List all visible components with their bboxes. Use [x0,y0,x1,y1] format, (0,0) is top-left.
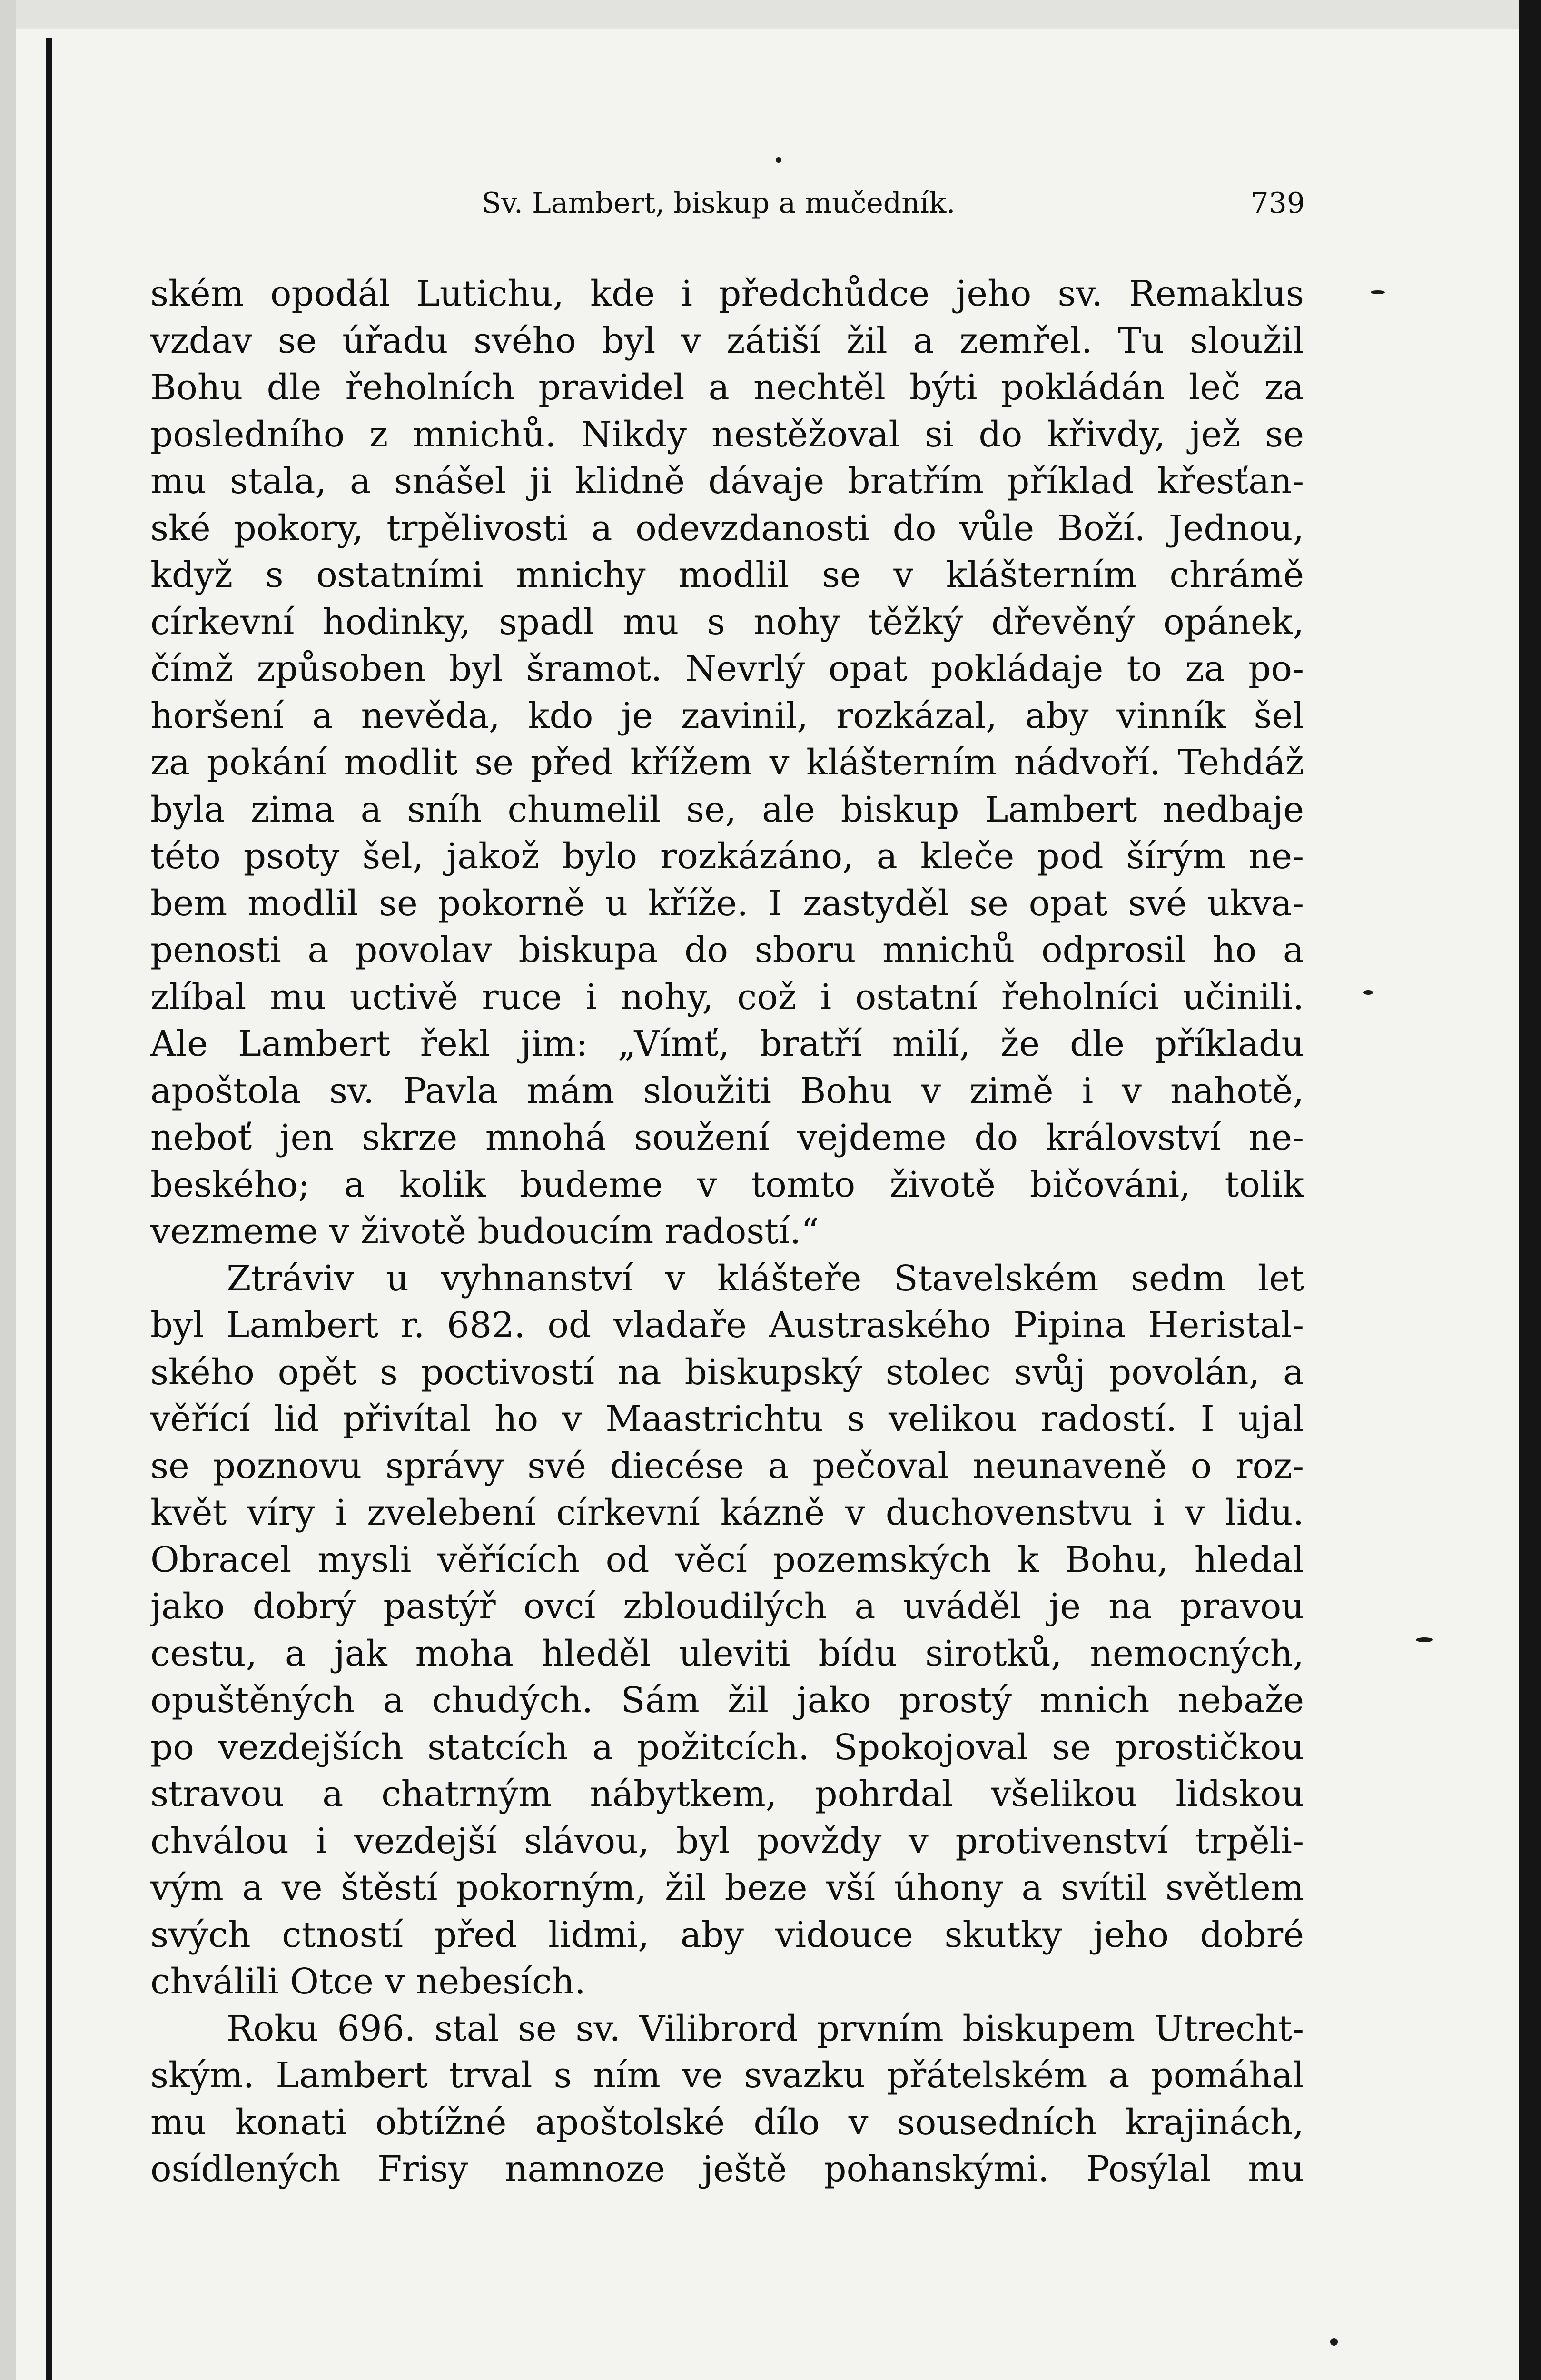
text-line: mu stala, a snášel ji klidně dávaje bratřím příklad křesťan- [150,461,1304,502]
print-speck [1363,990,1373,995]
print-speck [1416,1637,1433,1642]
text-line: květ víry i zvelebení církevní kázně v duchovenstvu i v lidu. [150,1492,1304,1533]
text-line: jako dobrý pastýř ovcí zbloudilých a uváděl je na pravou [150,1586,1304,1627]
text-line: chválou i vezdejší slávou, byl povždy v protivenství trpěli- [150,1820,1304,1862]
right-page-edge [1519,0,1541,2380]
text-line: Ztráviv u vyhnanství v klášteře Stavelském sedm let [227,1258,1304,1299]
text-line: apoštola sv. Pavla mám sloužiti Bohu v zimě i v nahotě, [150,1070,1304,1111]
text-line: horšení a nevěda, kdo je zavinil, rozkázal, aby vinník šel [150,695,1304,736]
text-line: chválili Otce v nebesích. [150,1961,586,2002]
text-line: ského opět s poctivostí na biskupský stolec svůj povolán, a [150,1351,1304,1393]
print-speck [776,157,781,163]
text-line: beského; a kolik budeme v tomto životě bičováni, tolik [150,1164,1304,1205]
text-line: Roku 696. stal se sv. Vilibrord prvním biskupem Utrecht- [227,2008,1304,2049]
text-line: když s ostatními mnichy modlil se v klášterním chrámě [150,555,1304,595]
text-line: neboť jen skrze mnohá soužení vejdeme do království ne- [150,1117,1304,1158]
text-line: svých ctností před lidmi, aby vidouce skutky jeho dobré [150,1914,1304,1955]
text-line: čímž způsoben byl šramot. Nevrlý opat pokládaje to za po- [150,648,1304,689]
text-line: osídlených Frisy namnoze ještě pohanskými. Posýlal mu [150,2149,1304,2190]
body-text [150,270,1304,2193]
text-line: byla zima a sníh chumelil se, ale biskup Lambert nedbaje [150,789,1304,830]
text-line: byl Lambert r. 682. od vladaře Austraského Pipina Heristal- [150,1305,1304,1346]
text-line: se poznovu správy své diecése a pečoval neunaveně o roz- [150,1445,1304,1487]
text-line: ském opodál Lutichu, kde i předchůdce jeho sv. Remaklus [150,273,1304,314]
text-line: zlíbal mu uctivě ruce i nohy, což i ostatní řeholníci učinili. [150,976,1304,1018]
text-line: Ale Lambert řekl jim: „Vímť, bratří milí, že dle příkladu [150,1023,1304,1064]
text-line: za pokání modlit se před křížem v klášterním nádvoří. Tehdáž [150,742,1304,783]
text-line: bem modlil se pokorně u kříže. I zastyděl se opat své ukva- [150,883,1304,924]
top-page-shadow [0,0,1541,29]
text-line: vým a ve štěstí pokorným, žil beze vší úhony a svítil světlem [150,1867,1304,1908]
page-header [153,187,1305,225]
text-line: po vezdejších statcích a požitcích. Spokojoval se prostičkou [150,1726,1304,1768]
text-line: Bohu dle řeholních pravidel a nechtěl býti pokládán leč za [150,367,1304,408]
print-speck [1371,290,1385,294]
text-line: mu konati obtížné apoštolské dílo v sousedních krajinách, [150,2102,1304,2143]
text-line: církevní hodinky, spadl mu s nohy těžký dřevěný opánek, [150,601,1304,643]
text-line: vzdav se úřadu svého byl v zátiší žil a zemřel. Tu sloužil [150,320,1304,361]
text-line: posledního z mnichů. Nikdy nestěžoval si do křivdy, jež se [150,414,1304,455]
text-line: ské pokory, trpělivosti a odevzdanosti do vůle Boží. Jednou, [150,507,1304,549]
text-line: stravou a chatrným nábytkem, pohrdal všelikou lidskou [150,1774,1304,1815]
text-line: penosti a povolav biskupa do sboru mnichů odprosil ho a [150,930,1304,971]
text-line: této psoty šel, jakož bylo rozkázáno, a kleče pod šírým ne- [150,836,1304,877]
text-line: Obracel mysli věřících od věcí pozemských k Bohu, hledal [150,1539,1304,1580]
text-line: opuštěných a chudých. Sám žil jako prostý mnich nebaže [150,1680,1304,1721]
text-line: ským. Lambert trval s ním ve svazku přátelském a pomáhal [150,2055,1304,2096]
text-line: věřící lid přivítal ho v Maastrichtu s velikou radostí. I ujal [150,1398,1304,1439]
left-page-edge [0,0,16,2380]
text-line: vezmeme v životě budoucím radostí.“ [150,1211,819,1252]
running-title: Sv. Lambert, biskup a mučedník. [482,187,956,220]
binding-edge-line [46,38,52,2380]
print-speck [1330,2338,1338,2346]
page-number: 739 [1250,187,1305,220]
text-line: cestu, a jak moha hleděl uleviti bídu sirotků, nemocných, [150,1633,1304,1674]
